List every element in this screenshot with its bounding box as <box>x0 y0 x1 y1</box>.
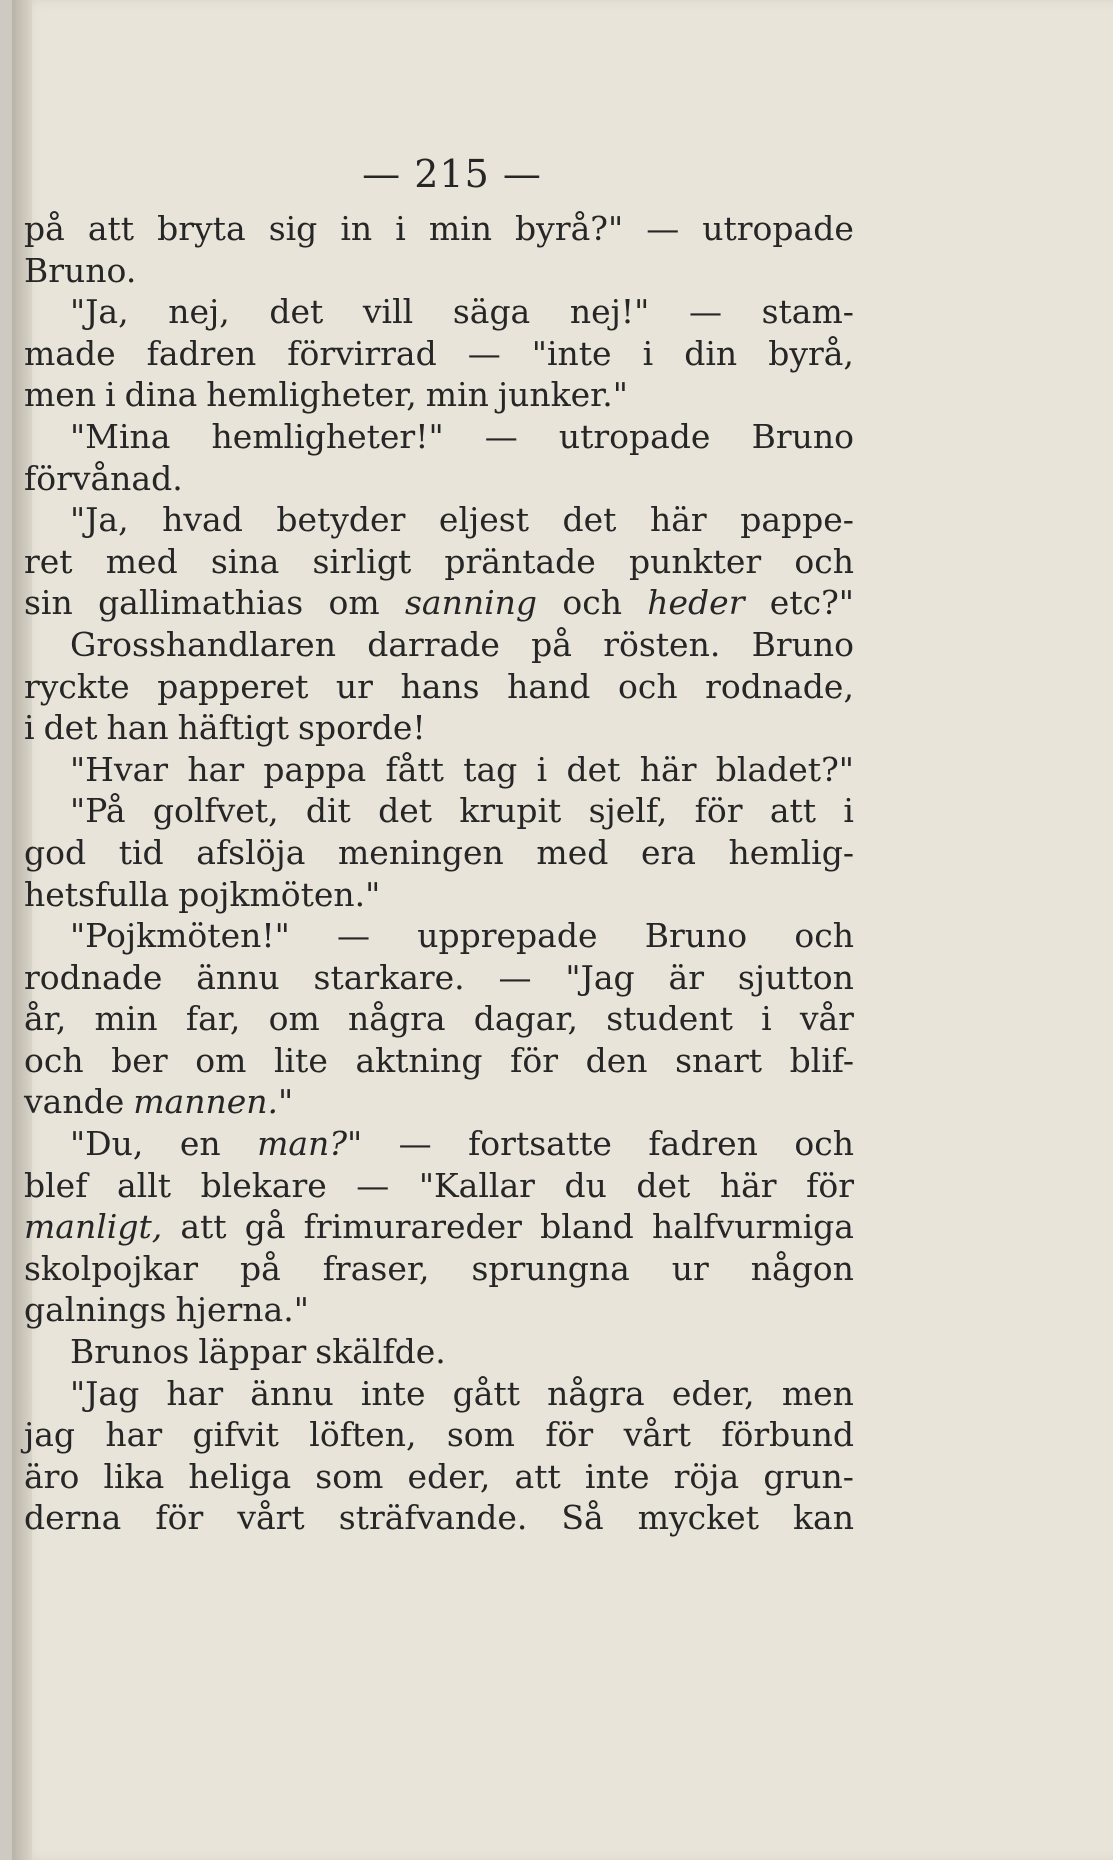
word: — <box>646 209 680 248</box>
word: heliga <box>188 1456 292 1496</box>
word: — <box>356 1165 390 1205</box>
word: år, <box>24 999 67 1039</box>
word: löften, <box>309 1415 417 1455</box>
word: gallimathias <box>98 583 304 623</box>
word: Bruno <box>751 416 854 456</box>
word: i <box>395 209 406 248</box>
word: — <box>498 957 532 997</box>
word: "Ja, <box>70 292 129 332</box>
word: aktning <box>355 1040 483 1080</box>
word: det <box>566 749 621 789</box>
word: vårt <box>623 1415 691 1455</box>
word: "Hvar <box>70 749 169 789</box>
word: student <box>606 999 733 1039</box>
text-line <box>24 1123 854 1165</box>
word: punkter <box>629 541 762 581</box>
text-line <box>24 915 854 957</box>
word: stam- <box>761 292 854 332</box>
word: det <box>269 292 324 332</box>
word: för <box>694 791 743 831</box>
word: snart <box>675 1040 762 1080</box>
word: era <box>640 832 696 872</box>
word: blif- <box>789 1040 854 1080</box>
word: om <box>268 999 320 1039</box>
word: och <box>794 1124 854 1164</box>
word: min <box>94 999 158 1039</box>
text-line <box>24 374 854 416</box>
word: hetsfulla <box>24 874 170 914</box>
text-line <box>24 499 854 541</box>
word: "Mina <box>70 416 171 456</box>
word: nej!" <box>569 292 650 332</box>
word: halfvurmiga <box>651 1207 854 1247</box>
word: — <box>398 1124 432 1164</box>
text-line <box>24 291 854 333</box>
text-line <box>24 1331 854 1373</box>
word: ber <box>111 1040 168 1080</box>
word: ryckte <box>24 666 130 706</box>
text-line <box>24 1081 854 1123</box>
word: förvånad. <box>24 458 183 498</box>
text-line <box>24 707 854 749</box>
word: darrade <box>367 624 500 664</box>
word: rodnade, <box>705 666 854 706</box>
word: vårt <box>237 1498 305 1538</box>
word: Bruno. <box>24 250 137 290</box>
word: att <box>87 209 135 248</box>
text-line <box>24 790 854 832</box>
word: — <box>337 916 371 956</box>
word: lite <box>273 1040 328 1080</box>
word: men <box>24 375 97 415</box>
word: min <box>425 375 489 415</box>
word: gå <box>244 1207 286 1247</box>
word: fadren <box>146 333 257 373</box>
word: sanning <box>404 583 538 623</box>
word: betyder <box>276 500 406 540</box>
word: kan <box>793 1498 854 1538</box>
word: vill <box>362 292 414 332</box>
word: byrå?" <box>515 209 624 248</box>
word: hemligheter!" <box>211 416 444 456</box>
word: hvad <box>162 500 243 540</box>
word: utropade <box>558 416 711 456</box>
word: utropade <box>702 209 854 248</box>
word: "Jag <box>565 957 635 997</box>
word: din <box>684 333 738 373</box>
word: golfvet, <box>152 791 279 831</box>
text-line <box>24 1248 854 1290</box>
text-line <box>24 1206 854 1248</box>
word: jag <box>24 1415 76 1455</box>
word: i <box>843 791 854 831</box>
word: ur <box>671 1248 709 1288</box>
text-line <box>24 208 854 250</box>
word: man?" <box>257 1124 363 1164</box>
word: häftigt <box>177 708 290 748</box>
word: som <box>315 1456 384 1496</box>
word: pojkmöten." <box>178 874 381 914</box>
text-line <box>24 832 854 874</box>
word: det <box>636 1165 691 1205</box>
word: för <box>545 1415 594 1455</box>
word: för <box>510 1040 558 1080</box>
text-line <box>24 1497 854 1539</box>
word: tid <box>118 832 164 872</box>
word: skolpojkar <box>24 1248 199 1288</box>
word: upprepade <box>417 916 598 956</box>
word: hans <box>400 666 480 706</box>
text-line <box>24 1373 854 1415</box>
word: — <box>688 292 722 332</box>
word: mycket <box>637 1498 759 1538</box>
word: här <box>649 500 707 540</box>
word: med <box>536 832 609 872</box>
word: i <box>536 749 548 789</box>
word: pappa <box>263 749 367 789</box>
word: sporde! <box>298 708 426 748</box>
word: här <box>719 1165 777 1205</box>
word: inte <box>584 1456 650 1496</box>
word: min <box>428 209 492 248</box>
text-line <box>24 458 854 500</box>
word: "Du, <box>70 1124 144 1164</box>
word: god <box>24 832 87 872</box>
word: eljest <box>438 500 529 540</box>
text-line <box>24 333 854 375</box>
text-line <box>24 624 854 666</box>
word: lika <box>103 1456 165 1496</box>
word: förbund <box>721 1415 854 1455</box>
word: "Jag <box>70 1373 140 1413</box>
word: men <box>781 1373 854 1413</box>
word: krupit <box>459 791 562 831</box>
word: allt <box>116 1165 172 1205</box>
word: på <box>531 624 572 664</box>
word: fraser, <box>322 1248 430 1288</box>
word: några <box>547 1373 645 1413</box>
word: en <box>179 1124 221 1164</box>
word: hemligheter, <box>206 375 417 415</box>
text-line <box>24 1165 854 1207</box>
word: in <box>340 209 373 248</box>
word: för <box>155 1498 204 1538</box>
word: sprungna <box>471 1248 630 1288</box>
word: i <box>24 708 35 748</box>
word: sjutton <box>737 957 854 997</box>
word: på <box>239 1248 281 1288</box>
word: made <box>24 333 116 373</box>
word: "inte <box>531 333 612 373</box>
word: "Kallar <box>418 1165 535 1205</box>
word: rösten. <box>603 624 721 664</box>
word: sina <box>210 541 280 581</box>
word: den <box>585 1040 648 1080</box>
word: bladet?" <box>715 749 854 789</box>
word: för <box>806 1165 854 1205</box>
word: präntade <box>444 541 596 581</box>
word: Bruno <box>644 916 748 956</box>
word: du <box>564 1165 607 1205</box>
word: att <box>514 1456 561 1496</box>
word: fortsatte <box>468 1124 612 1164</box>
word: har <box>166 1373 224 1413</box>
word: på <box>24 209 65 248</box>
word: om <box>328 583 380 623</box>
word: far, <box>185 999 241 1039</box>
word: säga <box>452 292 531 332</box>
word: med <box>105 541 178 581</box>
word: Grosshandlaren <box>70 624 336 664</box>
word: har <box>187 749 245 789</box>
word: starkare. <box>313 957 465 997</box>
word: rodnade <box>24 957 163 997</box>
word: junker." <box>497 375 628 415</box>
word: — <box>467 333 501 373</box>
word: frimurareder <box>303 1207 522 1247</box>
word: — <box>484 416 518 456</box>
text-line <box>24 998 854 1040</box>
word: eder, <box>671 1373 755 1413</box>
word: vande <box>24 1082 125 1122</box>
text-line <box>24 1456 854 1498</box>
word: blef <box>24 1165 88 1205</box>
word: sirligt <box>312 541 412 581</box>
word: sträfvande. <box>338 1498 528 1538</box>
word: galnings <box>24 1290 167 1330</box>
text-line <box>24 1414 854 1456</box>
word: skälfde. <box>315 1332 446 1372</box>
word: vår <box>799 999 854 1039</box>
word: och <box>562 583 622 623</box>
word: och <box>794 916 854 956</box>
word: afslöja <box>196 832 306 872</box>
text-line <box>24 541 854 583</box>
word: gifvit <box>192 1415 279 1455</box>
page-number: — 215 — <box>362 152 542 196</box>
word: mannen." <box>133 1082 294 1122</box>
word: läppar <box>198 1332 307 1372</box>
text-line <box>24 957 854 999</box>
word: byrå, <box>768 333 854 373</box>
book-page <box>12 0 1113 1860</box>
word: några <box>348 999 446 1039</box>
word: fadren <box>648 1124 758 1164</box>
word: gått <box>452 1373 520 1413</box>
word: någon <box>750 1248 854 1288</box>
word: papperet <box>157 666 309 706</box>
text-line <box>24 666 854 708</box>
word: är <box>668 957 704 997</box>
text-line <box>24 1289 854 1331</box>
word: etc?" <box>769 583 854 623</box>
word: heder <box>647 583 745 623</box>
word: ur <box>335 666 373 706</box>
word: hemlig- <box>728 832 854 872</box>
word: nej, <box>168 292 230 332</box>
word: hjerna." <box>175 1290 309 1330</box>
word: pappe- <box>740 500 854 540</box>
word: i <box>105 375 116 415</box>
word: det <box>43 708 98 748</box>
word: grun- <box>763 1456 854 1496</box>
word: förvirrad <box>287 333 437 373</box>
text-line <box>24 1040 854 1082</box>
word: att <box>180 1207 227 1247</box>
word: tag <box>463 749 518 789</box>
word: fått <box>385 749 444 789</box>
word: ännu <box>196 957 280 997</box>
word: dit <box>305 791 351 831</box>
text-line <box>24 874 854 916</box>
word: i <box>761 999 772 1039</box>
word: blekare <box>200 1165 327 1205</box>
word: inte <box>360 1373 426 1413</box>
word: sin <box>24 583 73 623</box>
text-line <box>24 250 854 292</box>
word: sjelf, <box>588 791 668 831</box>
word: han <box>106 708 169 748</box>
word: om <box>195 1040 247 1080</box>
word: i <box>642 333 654 373</box>
word: ret <box>24 541 73 581</box>
word: här <box>639 749 697 789</box>
word: och <box>794 541 854 581</box>
word: bland <box>540 1207 634 1247</box>
word: "Pojkmöten!" <box>70 916 290 956</box>
word: dagar, <box>473 999 578 1039</box>
word: och <box>24 1040 84 1080</box>
word: sig <box>268 209 318 248</box>
text-line <box>24 749 854 791</box>
word: det <box>562 500 617 540</box>
word: ännu <box>250 1373 334 1413</box>
text-line <box>24 416 854 458</box>
word: röja <box>673 1456 740 1496</box>
word: Så <box>561 1498 604 1538</box>
body-text <box>24 208 854 1539</box>
word: äro <box>24 1456 80 1496</box>
word: hand <box>507 666 591 706</box>
word: "Ja, <box>70 500 129 540</box>
word: det <box>378 791 433 831</box>
word: som <box>446 1415 515 1455</box>
word: dina <box>124 375 198 415</box>
word: och <box>617 666 678 706</box>
word: Brunos <box>70 1332 190 1372</box>
word: "På <box>70 791 126 831</box>
word: Bruno <box>751 624 854 664</box>
word: manligt, <box>24 1207 163 1247</box>
word: derna <box>24 1498 122 1538</box>
word: har <box>105 1415 163 1455</box>
word: eder, <box>407 1456 491 1496</box>
word: att <box>769 791 817 831</box>
word: meningen <box>338 832 504 872</box>
text-line <box>24 582 854 624</box>
word: bryta <box>157 209 246 248</box>
